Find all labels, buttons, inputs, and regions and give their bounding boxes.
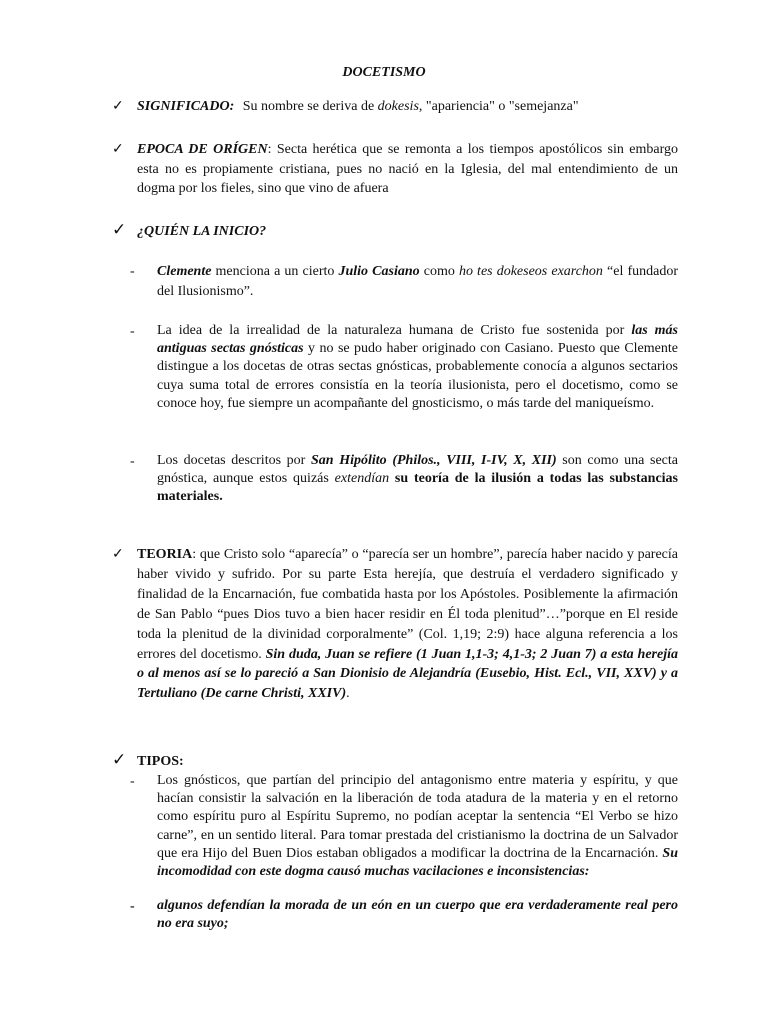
teoria-text-1: : que Cristo solo “aparecía” o “parecía ser un hombre”, parecía haber nacido y parecía haber vivido y sufrido. Por su parte Esta herejía, que destruía el verdadero significado y finalidad de la Encarnación, fue combatida hasta por los Apóstoles. Posiblemente la afirmación de San Pablo “pues Dios tuvo a bien hacer residir en Él toda plenitud”…”porque en El reside toda la plenitud de la divinidad corporalmente” (Col. 1,19; 2:9) hace alguna referencia a los errores del docetismo. [137,547,678,662]
tipos-heading [137,752,678,772]
quien-item-1-p3: Julio Casiano [338,264,420,279]
significado-paragraph [137,97,678,117]
quien-item-3 [157,452,678,507]
quien-item-1-p2: menciona a un cierto [211,264,339,279]
quien-item-1-p5: ho tes dokeseos exarchon [458,264,603,279]
checkmark-icon: ✓ [112,142,124,157]
dash-bullet: - [130,899,135,914]
significado-text-1: Su nombre se deriva de [242,99,378,114]
teoria-paragraph [137,545,678,704]
quien-item-1-p1: Clemente [157,264,212,279]
quien-item-3-p3: son como una secta gnóstica, aunque estos quizás [157,453,678,487]
tipos-item-2 [157,897,678,933]
quien-item-3-p4: extendían [334,471,390,487]
teoria-text-2: Sin duda, Juan se refiere (1 Juan 1,1-3; 4,1-3; 2 Juan 7) a esta herejía o al menos así se lo pareció a San Dionisio de Alejandría (Eusebio, Hist. Ecl., VII, XXV) y a Tertuliano (De carne Christi, XXIV) [137,646,678,702]
tipos-item-1-p1: Los gnósticos, que partían del principio del antagonismo entre materia y espíritu, y que hacían consistir la salvación en la liberación de toda atadura de la materia y en el retorno como espíritu puro al Espíritu Supremo, no podían aceptar la sentencia “El Verbo se hizo carne”, en un sentido literal. Para tomar prestada del cristianismo la doctrina de un Salvador que era Hijo del Buen Dios estaban obligados a modificar la doctrina de la Encarnación. [157,773,678,861]
epoca-text: : Secta herética que se remonta a los tiempos apostólicos sin embargo esta no es propiamente cristiana, pues no nació en la Iglesia, del mal entendimiento de un dogma por los fieles, sino que vino de afuera [137,142,678,196]
significado-text-2: dokesis [377,99,419,114]
dash-bullet: - [130,264,135,279]
dash-bullet: - [130,324,135,339]
quien-item-1-p4: como [419,264,459,279]
quien-label: ¿QUIÉN LA INICIO? [137,224,267,239]
significado-text-3: , "apariencia" o "semejanza" [418,99,579,114]
tipos-item-2-p1: algunos defendían la morada de un eón en un cuerpo que era verdaderamente real pero no era suyo; [157,898,678,932]
quien-item-3-p2: San Hipólito (Philos., VIII, I-IV, X, XII) [311,453,557,468]
quien-item-3-p1: Los docetas descritos por [157,453,311,468]
checkmark-icon: ✓ [112,99,124,114]
document-title: DOCETISMO [342,65,426,80]
tipos-item-1 [157,772,678,881]
dash-bullet: - [130,454,135,469]
quien-item-2-p2: las más antiguas sectas gnósticas [157,323,678,357]
checkmark-icon: ✓ [112,547,124,562]
quien-item-1 [157,262,678,301]
dash-bullet: - [130,774,135,789]
significado-label: SIGNIFICADO: [137,99,235,114]
tipos-label: TIPOS: [137,754,184,769]
checkmark-icon: ✓ [112,750,127,769]
quien-item-3-p6: su teoría de la ilusión a todas las substancias materiales. [157,471,678,505]
tipos-item-1-p2: Su incomodidad con este dogma causó muchas vacilaciones e inconsistencias: [157,845,678,880]
epoca-label: EPOCA DE ORÍGEN [137,142,268,157]
quien-item-2-p1: La idea de la irrealidad de la naturaleza humana de Cristo fue sostenida por [157,323,632,338]
quien-item-1-p6: “el fundador del Ilusionismo”. [157,264,679,299]
checkmark-icon: ✓ [112,220,127,239]
quien-item-2-p3: y no se pudo haber originado con Casiano. Puesto que Clemente distingue a los docetas de otras sectas gnósticas, probablemente conocía a algunos sectarios cuya suma total de errores consistía en la teoría ilusionista, pero el docetismo, como se conoce hoy, fue siempre un acompañante del gnosticismo, o más tarde del maniqueísmo. [157,341,678,411]
quien-heading [137,222,678,242]
epoca-paragraph [137,140,678,199]
teoria-label: TEORIA [137,547,193,562]
quien-item-2 [157,322,678,413]
teoria-text-3: . [346,686,350,702]
